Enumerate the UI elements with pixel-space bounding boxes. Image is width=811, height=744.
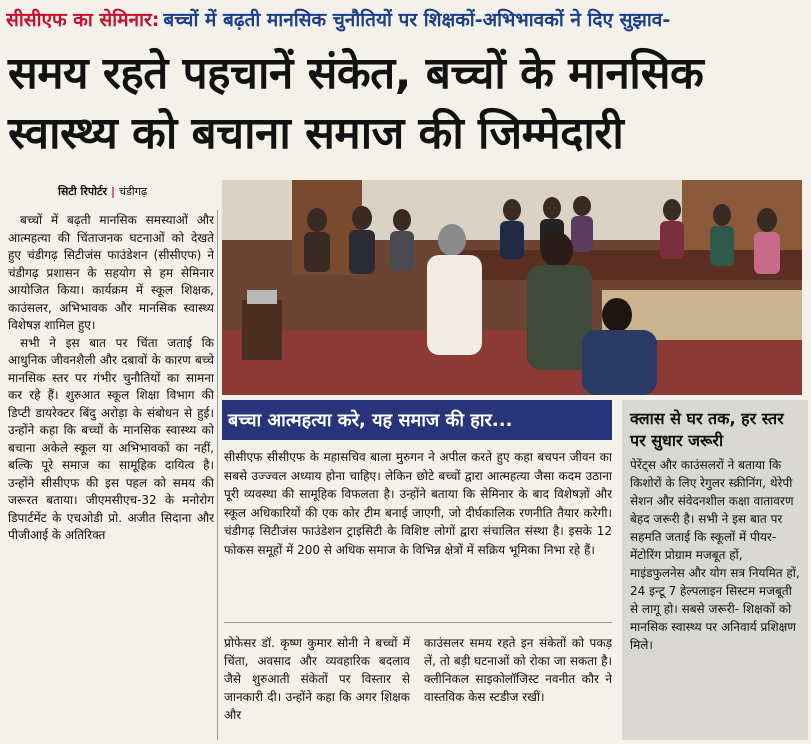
kicker-line [6, 6, 806, 36]
subheading-banner: बच्चा आत्महत्या करे, यह समाज की हार... [222, 400, 612, 440]
byline-separator: | [111, 185, 116, 198]
middle-paragraph: सीसीएफ सीसीएफ के महासचिव बाला मुरुगन ने अपील करते हुए कहा बचपन जीवन का सबसे उज्ज्वल अध्याय होना चाहिए। लेकिन छोटे बच्चों द्वारा आत्महत्या जैसा कदम उठाना पूरी व्यवस्था की सामूहिक विफलता है। उन्होंने बताया कि सेमिनार के बाद विशेषज्ञों और स्कूल अधिकारियों की एक कोर टीम बनाई जाएगी, जो दीर्घकालिक रणनीति तैयार करेगी। चंडीगढ़ सिटीजंस फाउंडेशन ट्राइसिटी के विशिष्ट लोगों द्वारा संचालित संस्था है। इसके 12 फोकस समूहों में 200 से अधिक समाज के विभिन्न क्षेत्रों में सक्रिय भूमिका निभा रहे हैं। [224, 450, 612, 557]
kicker-label: सीसीएफ का सेमिनार: [6, 9, 160, 31]
byline-place: चंडीगढ़ [119, 185, 148, 198]
headline [8, 44, 808, 164]
byline-reporter: सिटी रिपोर्टर [58, 185, 107, 198]
kicker-text: बच्चों में बढ़ती मानसिक चुनौतियों पर शिक्षकों-अभिभावकों ने दिए सुझाव- [163, 9, 671, 31]
bottom-column-2: काउंसलर समय रहते इन संकेतों को पकड़ लें, तो बड़ी घटनाओं को रोका जा सकता है। क्लीनिकल साइकोलॉजिस्ट नवनीत कौर ने वास्तविक केस स्टडीज रखीं। [424, 636, 612, 704]
middle-divider [224, 622, 612, 623]
seminar-photo [222, 180, 802, 395]
bottom-column-1: प्रोफेसर डॉ. कृष्ण कुमार सोनी ने बच्चों में चिंता, अवसाद और व्यवहारिक बदलाव जैसे शुरुआती संकेतों पर विस्तार से जानकारी दी। उन्होंने कहा कि अगर शिक्षक और [224, 636, 410, 722]
sidebar-box [622, 400, 808, 740]
sidebar-box-title: क्लास से घर तक, हर स्तर पर सुधार जरूरी [630, 409, 784, 450]
byline [58, 184, 147, 202]
headline-line-2: स्वास्थ्य को बचाना समाज की जिम्मेदारी [8, 108, 624, 159]
sidebar-box-body: पेरेंट्स और काउंसलरों ने बताया कि किशोरों के लिए रेगुलर स्क्रीनिंग, थेरेपी सेशन और संवेदनशील कक्षा वातावरण बेहद जरूरी है। सभी ने इस बात पर सहमति जताई कि स्कूलों में पीयर-मेंटोरिंग प्रोग्राम मजबूत हों, माइंडफुलनेस और योग सत्र नियमित हों, 24 इन्टू 7 हेल्पलाइन सिस्टम मजबूती से लागू हो। सबसे जरूरी- शिक्षकों को मानसिक स्वास्थ्य पर अनिवार्य प्रशिक्षण मिले। [630, 458, 800, 652]
left-paragraph-1: बच्चों में बढ़ती मानसिक समस्याओं और आत्महत्या की चिंताजनक घटनाओं को देखते हुए चंडीगढ़ सिटीजंस फाउंडेशन (सीसीएफ) ने चंडीगढ़ प्रशासन के सहयोग से हम सेमिनार आयोजित किया। कार्यक्रम में स्कूल शिक्षक, काउंसलर, अभिभावक और मानसिक स्वास्थ्य विशेषज्ञ शामिल हुए। [8, 213, 214, 332]
left-paragraph-2: सभी ने इस बात पर चिंता जताई कि आधुनिक जीवनशैली और दबावों के कारण बच्चे मानसिक स्तर पर गंभीर चुनौतियों का सामना कर रहे हैं। शुरुआत स्कूल शिक्षा विभाग की डिप्टी डायरेक्टर बिंदु अरोड़ा के संबोधन से हुई। उन्होंने कहा कि बच्चों के मानसिक स्वास्थ्य को बचाना अकेले स्कूल या अभिभावकों का नहीं, बल्कि पूरे समाज का सामूहिक दायित्व है। उन्होंने सीसीएफ की इस पहल को समय की जरूरत बताया। जीएमसीएच-32 के मनोरोग डिपार्टमेंट के एचओडी प्रो. अजीत सिदाना और पीजीआई के अतिरिक्त [8, 335, 214, 542]
left-column-text [8, 212, 214, 742]
headline-line-1: समय रहते पहचानें संकेत, बच्चों के मानसिक [8, 48, 704, 99]
seminar-photo-illustration [222, 180, 802, 395]
column-divider [217, 210, 218, 740]
